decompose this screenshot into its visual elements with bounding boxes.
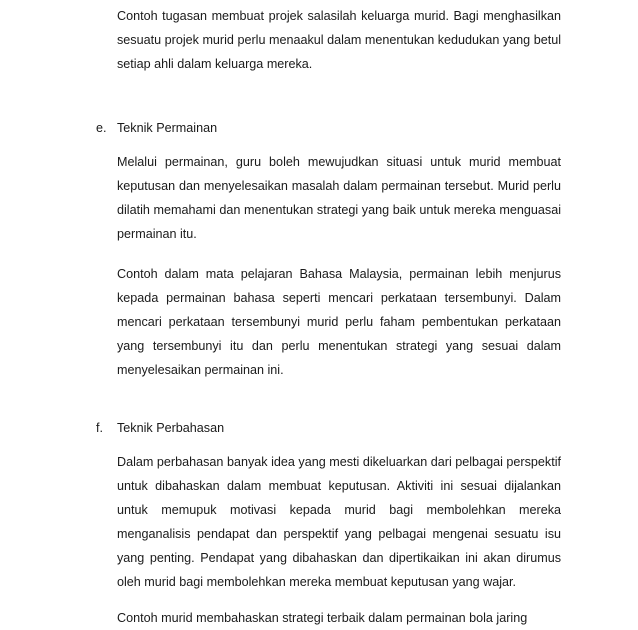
paragraph-permainan: Melalui permainan, guru boleh mewujudkan situasi untuk murid membuat keputusan dan menyelesaikan masalah dalam permainan tersebut. Murid perlu dilatih memahami dan menentukan strategi yang baik untuk mereka menguasai permainan itu. <box>117 155 561 241</box>
paragraph-perbahasan: Dalam perbahasan banyak idea yang mesti dikeluarkan dari pelbagai perspektif untuk dibahaskan dalam membuat keputusan. Aktiviti ini sesuai dijalankan untuk memupuk motivasi kepada murid bagi membolehkan mereka menganalisis pendapat dan perspektif yang pelbagai mengenai sesuatu isu yang penting. Pendapat yang dibahaskan dan dipertikaikan ini akan dirumus oleh murid bagi membolehkan mereka membuat keputusan yang wajar. <box>117 455 561 589</box>
section-heading-e <box>96 118 217 138</box>
section-title: Teknik Permainan <box>117 121 218 135</box>
list-marker: f. <box>96 421 103 435</box>
paragraph-projek-salasilah: Contoh tugasan membuat projek salasilah keluarga murid. Bagi menghasilkan sesuatu projek murid perlu menaakul dalam menentukan kedudukan yang betul setiap ahli dalam keluarga mereka. <box>117 9 561 71</box>
list-marker: e. <box>96 121 107 135</box>
section-heading-f <box>96 418 224 438</box>
paragraph-contoh-perbahasan: Contoh murid membahaskan strategi terbaik dalam permainan bola jaring <box>117 611 528 625</box>
paragraph-contoh-permainan: Contoh dalam mata pelajaran Bahasa Malaysia, permainan lebih menjurus kepada permainan bahasa seperti mencari perkataan tersembunyi. Dalam mencari perkataan tersembunyi murid perlu faham pembentukan perkataan yang tersembunyi itu dan perlu menentukan strategi yang sesuai dalam menyelesaikan permainan ini. <box>117 267 561 377</box>
section-title: Teknik Perbahasan <box>117 421 225 435</box>
